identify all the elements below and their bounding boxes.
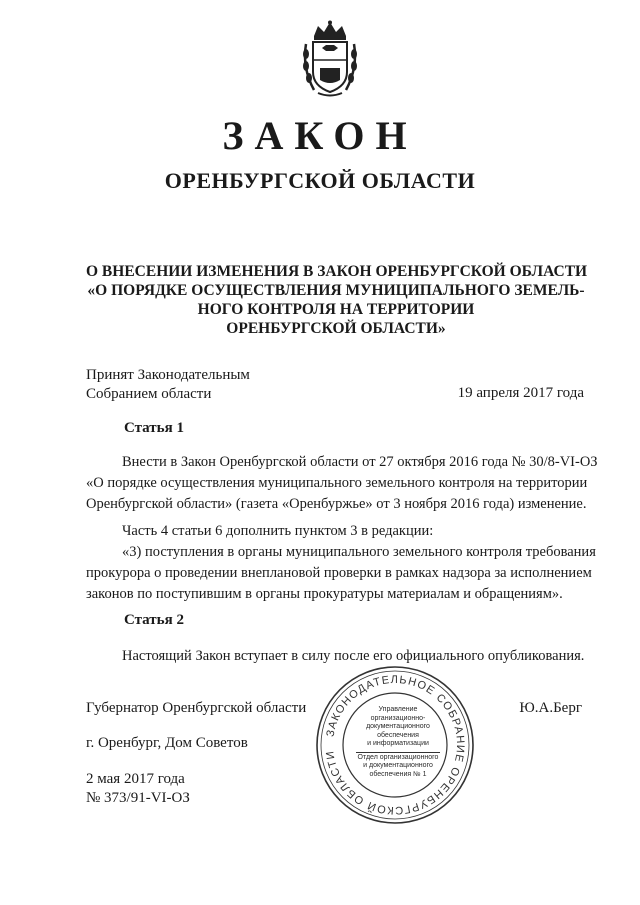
seal-divider: [356, 752, 440, 753]
seal-line: обеспечения № 1: [369, 770, 427, 778]
seal-line: документационного: [366, 723, 430, 730]
paragraph-line: прокурора о проведении внеплановой проверки в рамках надзора за исполнением: [86, 565, 592, 581]
paragraph-line: законов по поступившим в органы прокуратуры материалам и обращениям».: [86, 586, 563, 602]
seal-ring-text: ЗАКОНОДАТЕЛЬНОЕ СОБРАНИЕ ОРЕНБУРГСКОЙ ОБЛАСТИ: [324, 673, 467, 817]
subject-line: ОРЕНБУРГСКОЙ ОБЛАСТИ»: [226, 320, 446, 337]
signatory-name: Ю.А.Берг: [519, 700, 582, 716]
issuing-region: ОРЕНБУРГСКОЙ ОБЛАСТИ: [164, 168, 476, 193]
article-1-heading: Статья 1: [124, 420, 184, 436]
subject-line: «О ПОРЯДКЕ ОСУЩЕСТВЛЕНИЯ МУНИЦИПАЛЬНОГО ЗЕМЕЛЬ-: [87, 282, 585, 299]
paragraph-line: «3) поступления в органы муниципального земельного контроля требования: [122, 544, 596, 560]
seal-line: Отдел организационного: [357, 753, 439, 761]
signing-place: г. Оренбург, Дом Советов: [86, 735, 248, 751]
seal-inner-text: [350, 706, 446, 779]
seal-line: и документационного: [363, 762, 433, 769]
seal-line: обеспечения: [377, 731, 419, 739]
article-2-heading: Статья 2: [124, 612, 184, 628]
adoption-line: Принят Законодательным: [86, 367, 250, 383]
subject-line: НОГО КОНТРОЛЯ НА ТЕРРИТОРИИ: [197, 301, 475, 318]
document-type: ЗАКОН: [222, 113, 418, 158]
subject-line: О ВНЕСЕНИИ ИЗМЕНЕНИЯ В ЗАКОН ОРЕНБУРГСКОЙ ОБЛАСТИ: [86, 263, 588, 280]
seal-line: организационно-: [370, 714, 426, 722]
law-subject: [86, 262, 586, 338]
law-number: № 373/91-VI-ОЗ: [86, 790, 190, 806]
law-date: 2 мая 2017 года: [86, 771, 185, 787]
seal-line: и информатизации: [367, 740, 429, 747]
paragraph-line: «О порядке осуществления муниципального земельного контроля на территории: [86, 475, 588, 491]
law-registration: [86, 770, 190, 808]
article-1-paragraph-1: [86, 452, 598, 515]
seal-line: Управление: [378, 706, 418, 713]
adoption-date: 19 апреля 2017 года: [457, 385, 584, 401]
signatory-position: Губернатор Оренбургской области: [86, 700, 307, 716]
paragraph-line: Настоящий Закон вступает в силу после его официального опубликования.: [122, 648, 585, 664]
paragraph-line: Оренбургской области» (газета «Оренбуржье» от 3 ноября 2016 года) изменение.: [86, 496, 587, 512]
coat-of-arms-icon: [300, 20, 360, 98]
article-1-paragraph-2: [86, 521, 596, 605]
paragraph-line: Часть 4 статьи 6 дополнить пунктом 3 в редакции:: [122, 523, 434, 539]
adoption-line: Собранием области: [86, 386, 212, 402]
adoption-info: [86, 366, 250, 404]
paragraph-line: Внести в Закон Оренбургской области от 27 октября 2016 года № 30/8-VI-ОЗ: [122, 454, 598, 470]
